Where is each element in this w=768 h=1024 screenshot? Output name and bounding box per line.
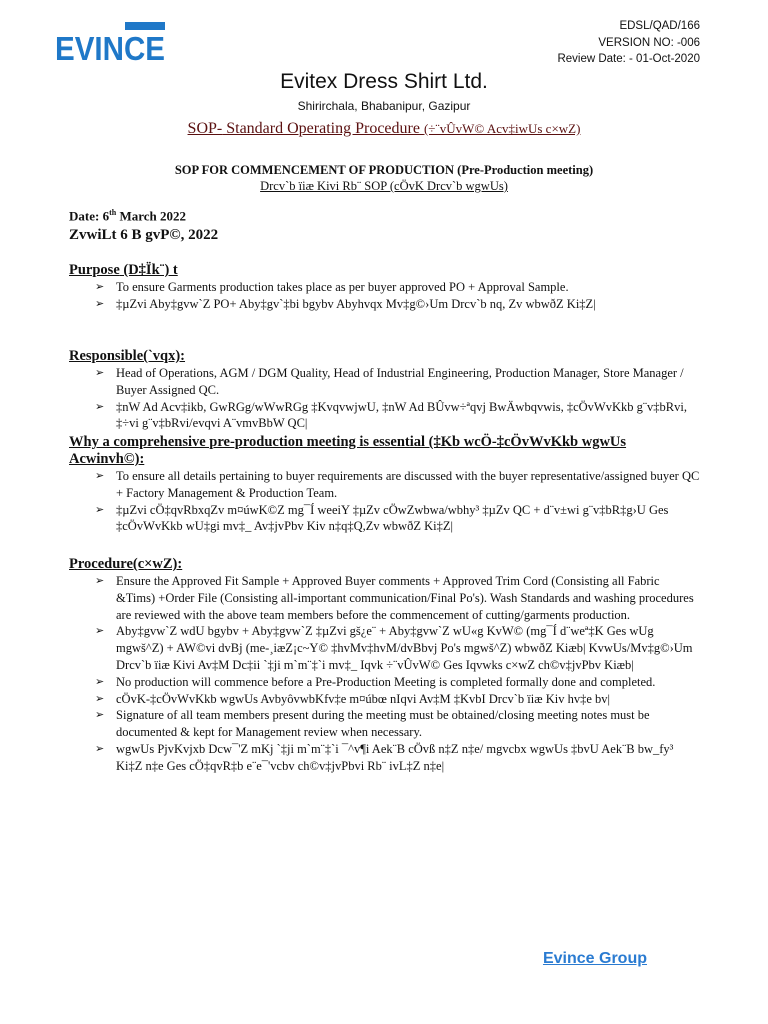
list-item [69,399,701,433]
responsible-list [69,365,701,432]
procedure-item-text: wgwUs PjvKvjxb Dcw¯'Z mKj `‡ji m`m¨‡`i ¯^v¶i Aek¨B cÖvß n‡Z n‡e/ mgvcbx wgwUs ‡bvU Aek¨B bw_fy³ Ki‡Z n‡e Ges cÖ‡qvR‡b e¨e¯'vcbv ch©v‡jvPbvi Rb¨ ivL‡Z n‡e| [116,741,674,773]
arrow-bullet-icon: ➢ [95,575,105,587]
procedure-item-text: Signature of all team members present during the meeting must be obtained/closing meeting notes must be documented & kept for Management review when necessary. [116,708,650,740]
procedure-item-text: No production will commence before a Pre-Production Meeting is completed formally done and completed. [116,674,656,689]
purpose-heading-bangla: (D‡Ïk¨) t [119,262,178,278]
sop-subtitle-paren: (Pre-Production meeting) [457,163,594,177]
arrow-bullet-icon: ➢ [95,709,105,722]
list-item [69,468,701,502]
arrow-bullet-icon: ➢ [95,400,105,413]
purpose-item-text: ‡µZvi Aby‡gvw`Z PO+ Aby‡gv`‡bi bgybv Abyhvqx Mv‡g©›Um Drcv`b nq, Zv wbwðZ Ki‡Z| [116,296,596,311]
responsible-section [69,348,701,432]
list-item [69,707,701,741]
list-item [69,296,701,313]
sop-subtitle-bangla: Drcv`b ïiæ Kivi Rb¨ SOP (cÖvK Drcv`b wgwUs) [260,179,508,193]
sop-subtitle-main: SOP FOR COMMENCEMENT OF PRODUCTION [174,163,458,177]
arrow-bullet-icon: ➢ [95,742,105,755]
arrow-bullet-icon: ➢ [95,625,105,638]
list-item [69,623,701,673]
arrow-bullet-icon: ➢ [95,692,105,705]
list-item [69,502,701,536]
procedure-heading: Procedure(c×wZ): [69,556,183,572]
sop-subtitle-english [0,162,768,178]
sop-title-prefix: SOP- [187,120,223,137]
company-name: Evitex Dress Shirt Ltd. [280,70,488,93]
arrow-bullet-icon: ➢ [95,367,105,379]
purpose-heading-text: Purpose [69,262,120,278]
procedure-item-text: Ensure the Approved Fit Sample + Approved Buyer comments + Approved Trim Cord (Consisting all Fabric &Tims) +Order File (Consisting all-important communication/Final Po's). Wash Standards and washing procedures are reviewed with the above team members before the commencement of cutting/garments production. [116,574,694,622]
date-sup: th [109,208,117,217]
why-heading: Why a comprehensive pre-production meeting is essential (‡Kb wcÖ-‡cÖvWvKkb wgwUs Acwinvh©): [69,434,627,467]
why-section [69,434,701,535]
arrow-bullet-icon: ➢ [95,503,105,516]
svg-text:EVINCE: EVINCE [55,30,165,67]
why-item-text: ‡µZvi cÖ‡qvRbxqZv m¤úwK©Z mg¯Í weeiY ‡µZv cÖwZwbwa/wbhy³ ‡µZv QC + d¨v±wi g¨v‡bR‡g›U Ges ‡cÖvWvKkb wU‡gi mv‡_ Av‡jvPbv Kiv n‡q‡Q,Zv wbwðZ Ki‡Z| [116,502,669,534]
list-item [69,674,701,691]
sop-subtitle [0,162,768,194]
purpose-section [69,262,701,313]
responsible-item-text: Head of Operations, AGM / DGM Quality, Head of Industrial Engineering, Production Manager, Store Manager / Buyer Assigned QC. [116,366,684,397]
procedure-item-text: cÖvK-‡cÖvWvKkb wgwUs AvbyôvwbKfv‡e m¤úbœ nIqvi Av‡M ‡KvbI Drcv`b ïiæ Kiv hv‡e bv| [116,691,610,706]
evince-logo [55,22,165,67]
purpose-list [69,279,701,313]
date-suffix: March 2022 [116,208,187,224]
review-date: Review Date: - 01-Oct-2020 [557,53,700,65]
document-code: EDSL/QAD/166 [619,20,700,32]
sop-title-main: Standard Operating Procedure [222,120,424,137]
why-list [69,468,701,535]
purpose-item-text: To ensure Garments production takes place as per buyer approved PO + Approval Sample. [116,280,569,294]
responsible-heading: Responsible(`vqx): [69,348,186,364]
list-item [69,691,701,708]
why-item-text: To ensure all details pertaining to buyer requirements are discussed with the buyer representative/assigned buyer QC + Factory Management & Production Team. [116,469,700,500]
procedure-section [69,556,701,775]
date-bangla: ZvwiLt 6 B gvP©, 2022 [69,227,219,243]
list-item [69,365,701,399]
evince-group-link[interactable]: Evince Group [542,950,647,967]
list-item [69,741,701,775]
arrow-bullet-icon: ➢ [95,297,105,310]
list-item [69,279,701,296]
date-english [69,208,186,224]
purpose-heading [69,262,701,279]
sop-title-bangla: (÷¨vÛvW© Acv‡iwUs c×wZ) [423,121,581,136]
sop-title [0,120,768,138]
arrow-bullet-icon: ➢ [95,675,105,688]
version-number: VERSION NO: -006 [598,36,700,49]
arrow-bullet-icon: ➢ [95,470,105,482]
document-meta [557,18,700,68]
procedure-item-text: Aby‡gvw`Z wdU bgybv + Aby‡gvw`Z ‡µZvi gš¿e¨ + Aby‡gvw`Z wU«g KvW© (mg¯Í d¨weª‡K Ges wUg mgwš^Z) + AW©vi dvBj (me-¸iæZ¡c~Y© ‡hvMv‡hvM/dvBbvj Po's mgwš^Z) wbwðZ Kiæb| KvwUs/Mv‡g©›Um Drcv`b ïiæ Kivi Av‡M Dc‡ii `‡ji m`m¨‡`i mv‡_ Iqvk ÷¨vÛvW© Ges Iqvwks c×wZ ch©v‡jvPbv Kiæb| [116,624,693,672]
list-item [69,573,701,623]
company-address: Shirirchala, Bhabanipur, Gazipur [297,99,471,113]
responsible-item-text: ‡nW Ad Acv‡ikb, GwRGg/wWwRGg ‡KvqvwjwU, ‡nW Ad BÛvw÷ªqvj BwÄwbqvwis, ‡cÖvWvKkb g¨v‡bRvi, ‡÷vi g¨v‡bRvi/evqvi A¨vmvBbW QC| [116,399,687,431]
procedure-list [69,573,701,775]
arrow-bullet-icon: ➢ [95,281,105,293]
date-prefix: Date: 6 [69,208,110,224]
